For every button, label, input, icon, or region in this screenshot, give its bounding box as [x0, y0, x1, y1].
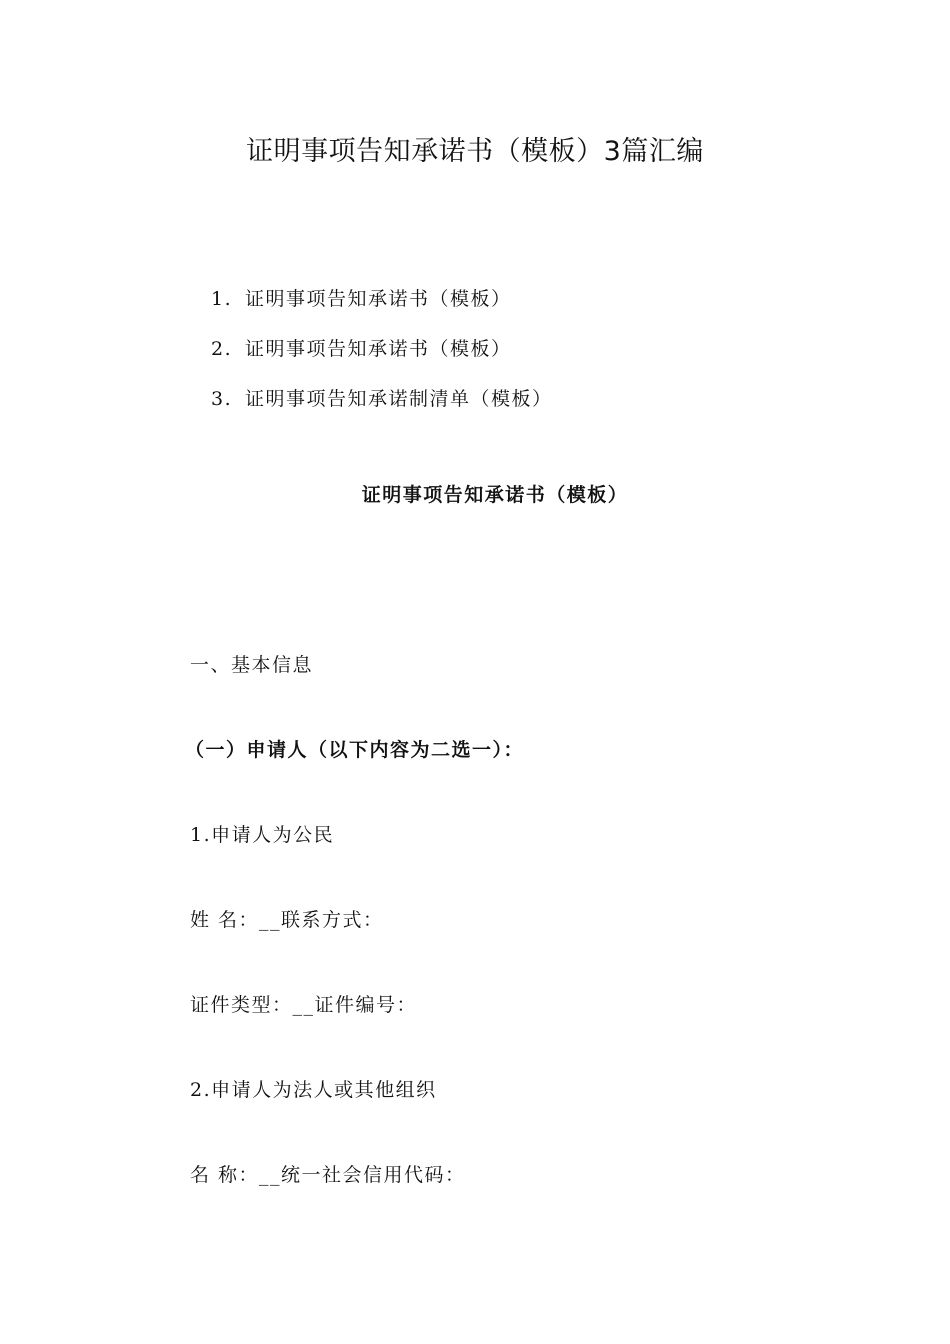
toc-item-label: 证明事项告知承诺书（模板）	[245, 338, 512, 360]
item-applicant-citizen: 1.申请人为公民	[190, 824, 335, 846]
field-org-name-credit-code: 名 称：__统一社会信用代码：	[190, 1164, 466, 1186]
field-name-contact: 姓 名：__联系方式：	[190, 909, 384, 931]
toc-item-number: 2.	[211, 338, 233, 360]
toc-item-label: 证明事项告知承诺书（模板）	[245, 288, 512, 310]
section-title: 证明事项告知承诺书（模板）	[361, 484, 629, 506]
toc-item	[211, 334, 553, 384]
toc-item-number: 1.	[211, 288, 233, 310]
field-id-type-number: 证件类型：__证件编号：	[190, 994, 418, 1016]
toc-item	[211, 284, 553, 334]
toc-item	[211, 384, 553, 434]
heading-basic-info: 一、基本信息	[190, 654, 314, 676]
table-of-contents	[211, 284, 553, 434]
item-applicant-organization: 2.申请人为法人或其他组织	[190, 1079, 437, 1101]
document-title: 证明事项告知承诺书（模板）3篇汇编	[246, 136, 704, 167]
subheading-applicant: （一）申请人（以下内容为二选一）：	[185, 739, 525, 761]
toc-item-label: 证明事项告知承诺制清单（模板）	[245, 388, 553, 410]
toc-item-number: 3.	[211, 388, 233, 410]
